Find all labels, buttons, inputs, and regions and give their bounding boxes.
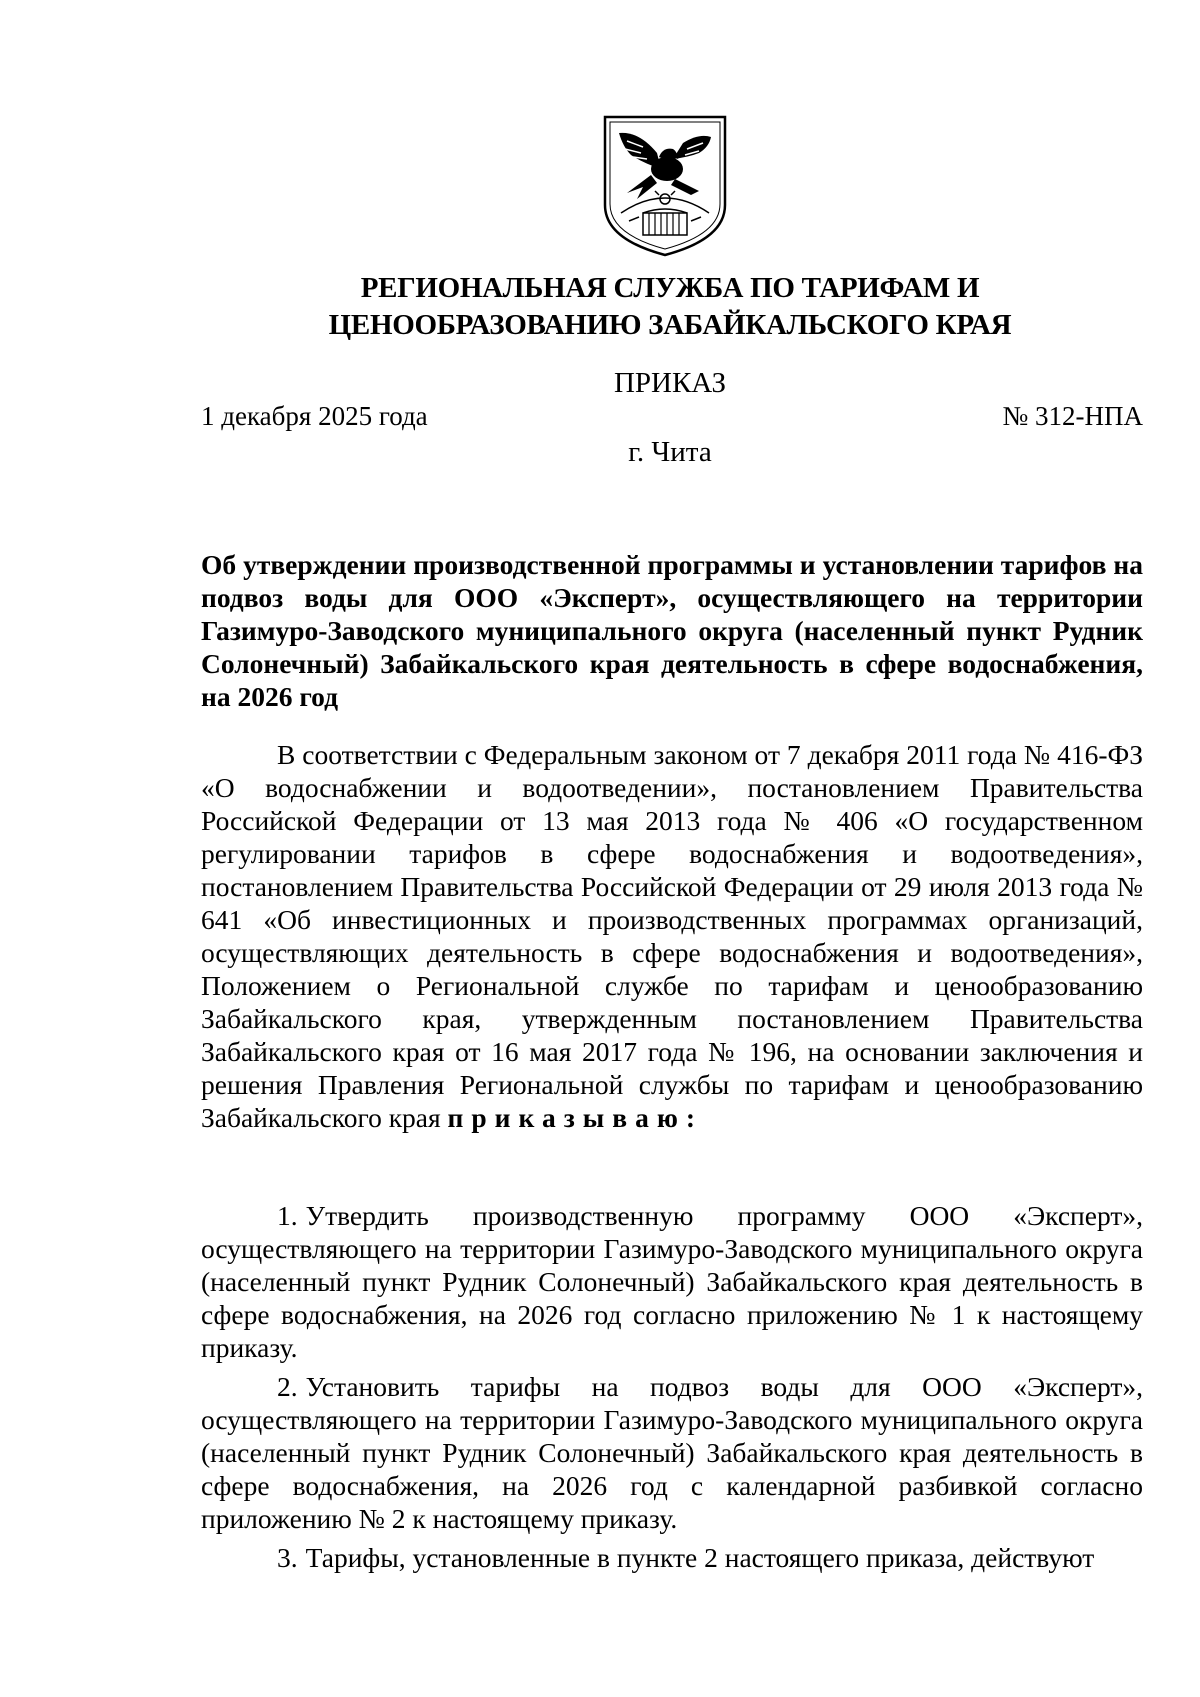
agency-title-line1: РЕГИОНАЛЬНАЯ СЛУЖБА ПО ТАРИФАМ И — [360, 272, 980, 304]
item-number: 3. — [277, 1542, 298, 1573]
coat-of-arms-emblem — [599, 113, 731, 259]
item-text: Тарифы, установленные в пункте 2 настоящего приказа, действуют — [305, 1542, 1095, 1573]
item-text: Утвердить производственную программу ООО «Эксперт», осуществляющего на территории Газимуро-Заводского муниципального округа (населенный пункт Рудник Солонечный) Забайкальского края деятельность в сфере водоснабжения, на 2026 год согласно приложению № 1 к настоящему приказу. — [201, 1200, 1143, 1363]
order-item — [201, 1541, 1143, 1574]
order-items — [201, 1199, 1143, 1580]
document-type: ПРИКАЗ — [613, 367, 727, 399]
agency-title — [200, 270, 1140, 344]
item-text: Установить тарифы на подвоз воды для ООО «Эксперт», осуществляющего на территории Газимуро-Заводского муниципального округа (населенный пункт Рудник Солонечный) Забайкальского края деятельность в сфере водоснабжения, на 2026 год с календарной разбивкой согласно приложению № 2 к настоящему приказу. — [201, 1371, 1143, 1534]
order-item — [201, 1370, 1143, 1535]
order-item — [201, 1199, 1143, 1364]
order-subject: Об утверждении производственной программы и установлении тарифов на подвоз воды для ООО «Эксперт», осуществляющего на территории Газимуро-Заводского муниципального округа (населенный пункт Рудник Солонечный) Забайкальского края деятельность в сфере водоснабжения, на 2026 год — [201, 549, 1143, 712]
item-number: 1. — [277, 1200, 298, 1231]
decree-word: приказываю: — [447, 1102, 704, 1133]
order-number: № 312-НПА — [1002, 401, 1143, 431]
agency-title-line2: ЦЕНООБРАЗОВАНИЮ ЗАБАЙКАЛЬСКОГО КРАЯ — [328, 309, 1012, 341]
preamble — [201, 738, 1143, 1134]
order-date: 1 декабря 2025 года — [201, 401, 428, 431]
city: г. Чита — [628, 436, 712, 468]
item-number: 2. — [277, 1371, 298, 1402]
preamble-text: В соответствии с Федеральным законом от 7 декабря 2011 года № 416-ФЗ «О водоснабжении и водоотведении», постановлением Правительства Российской Федерации от 13 мая 2013 года № 406 «О государственном регулировании тарифов в сфере водоснабжения и водоотведения», постановлением Правительства Российской Федерации от 29 июля 2013 года № 641 «Об инвестиционных и производственных программах организаций, осуществляющих деятельность в сфере водоснабжения и водоотведения», Положением о Региональной службе по тарифам и ценообразованию Забайкальского края, утвержденным постановлением Правительства Забайкальского края от 16 мая 2017 года № 196, на основании заключения и решения Правления Региональной службы по тарифам и ценообразованию Забайкальского края — [201, 739, 1143, 1133]
